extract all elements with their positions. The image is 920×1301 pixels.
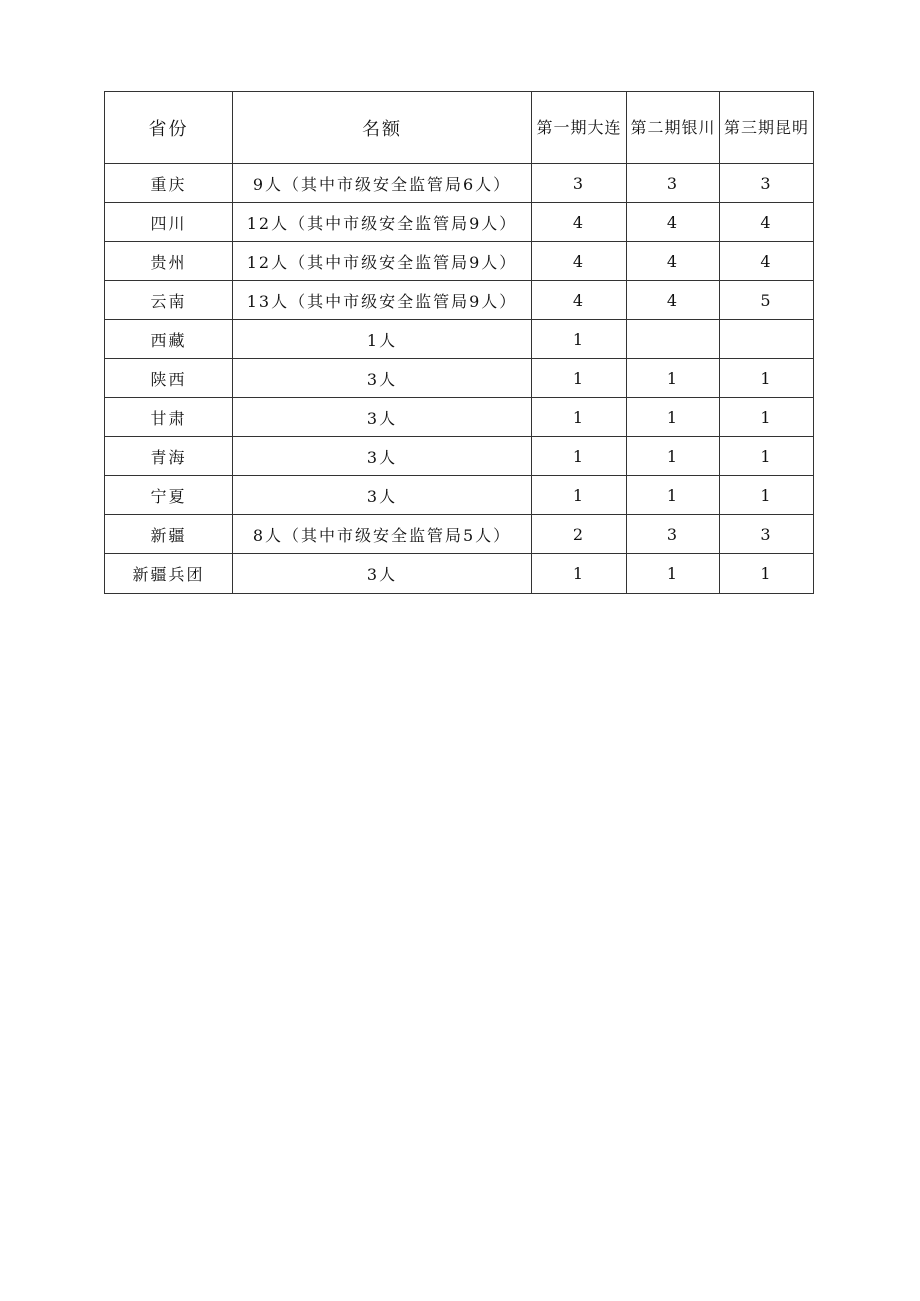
period-1-cell: 3 xyxy=(532,164,627,203)
period-1-cell: 1 xyxy=(532,359,627,398)
period-2-cell: 1 xyxy=(627,437,720,476)
quota-cell: 3人 xyxy=(233,476,532,515)
province-cell: 新疆 xyxy=(105,515,233,554)
quota-cell: 3人 xyxy=(233,359,532,398)
header-period-2: 第二期银川 xyxy=(627,92,720,164)
table-row xyxy=(105,203,814,242)
table-row xyxy=(105,515,814,554)
table-row xyxy=(105,476,814,515)
period-2-cell: 3 xyxy=(627,515,720,554)
period-3-cell: 1 xyxy=(720,398,814,437)
period-1-cell: 2 xyxy=(532,515,627,554)
province-cell: 新疆兵团 xyxy=(105,554,233,594)
period-3-cell: 3 xyxy=(720,515,814,554)
table-row xyxy=(105,281,814,320)
quota-cell: 1人 xyxy=(233,320,532,359)
period-3-cell: 3 xyxy=(720,164,814,203)
quota-cell: 12人（其中市级安全监管局9人） xyxy=(233,242,532,281)
table-row xyxy=(105,437,814,476)
table-row xyxy=(105,554,814,594)
period-3-cell: 4 xyxy=(720,203,814,242)
quota-cell: 13人（其中市级安全监管局9人） xyxy=(233,281,532,320)
province-cell: 贵州 xyxy=(105,242,233,281)
period-2-cell: 4 xyxy=(627,281,720,320)
period-1-cell: 1 xyxy=(532,320,627,359)
table-row xyxy=(105,359,814,398)
period-3-cell: 1 xyxy=(720,554,814,594)
quota-cell: 9人（其中市级安全监管局6人） xyxy=(233,164,532,203)
quota-cell: 3人 xyxy=(233,437,532,476)
period-2-cell: 1 xyxy=(627,359,720,398)
quota-cell: 3人 xyxy=(233,554,532,594)
province-cell: 重庆 xyxy=(105,164,233,203)
period-3-cell: 1 xyxy=(720,359,814,398)
period-1-cell: 4 xyxy=(532,242,627,281)
period-3-cell: 1 xyxy=(720,476,814,515)
province-cell: 宁夏 xyxy=(105,476,233,515)
period-1-cell: 4 xyxy=(532,281,627,320)
quota-cell: 3人 xyxy=(233,398,532,437)
table-row xyxy=(105,164,814,203)
table-row xyxy=(105,398,814,437)
period-1-cell: 1 xyxy=(532,398,627,437)
period-2-cell: 1 xyxy=(627,476,720,515)
period-2-cell: 1 xyxy=(627,554,720,594)
province-cell: 甘肃 xyxy=(105,398,233,437)
period-2-cell: 4 xyxy=(627,242,720,281)
province-cell: 西藏 xyxy=(105,320,233,359)
province-cell: 四川 xyxy=(105,203,233,242)
period-3-cell: 5 xyxy=(720,281,814,320)
period-2-cell xyxy=(627,320,720,359)
period-1-cell: 4 xyxy=(532,203,627,242)
period-3-cell: 4 xyxy=(720,242,814,281)
province-cell: 云南 xyxy=(105,281,233,320)
province-cell: 陕西 xyxy=(105,359,233,398)
quota-cell: 8人（其中市级安全监管局5人） xyxy=(233,515,532,554)
header-quota: 名额 xyxy=(233,92,532,164)
header-province: 省份 xyxy=(105,92,233,164)
header-period-3: 第三期昆明 xyxy=(720,92,814,164)
period-2-cell: 4 xyxy=(627,203,720,242)
quota-cell: 12人（其中市级安全监管局9人） xyxy=(233,203,532,242)
period-3-cell xyxy=(720,320,814,359)
period-1-cell: 1 xyxy=(532,554,627,594)
quota-table xyxy=(104,91,814,594)
period-1-cell: 1 xyxy=(532,476,627,515)
table-row xyxy=(105,320,814,359)
period-2-cell: 3 xyxy=(627,164,720,203)
period-3-cell: 1 xyxy=(720,437,814,476)
period-1-cell: 1 xyxy=(532,437,627,476)
province-cell: 青海 xyxy=(105,437,233,476)
table-row xyxy=(105,242,814,281)
table-header-row xyxy=(105,92,814,164)
table-body xyxy=(105,164,814,594)
period-2-cell: 1 xyxy=(627,398,720,437)
header-period-1: 第一期大连 xyxy=(532,92,627,164)
